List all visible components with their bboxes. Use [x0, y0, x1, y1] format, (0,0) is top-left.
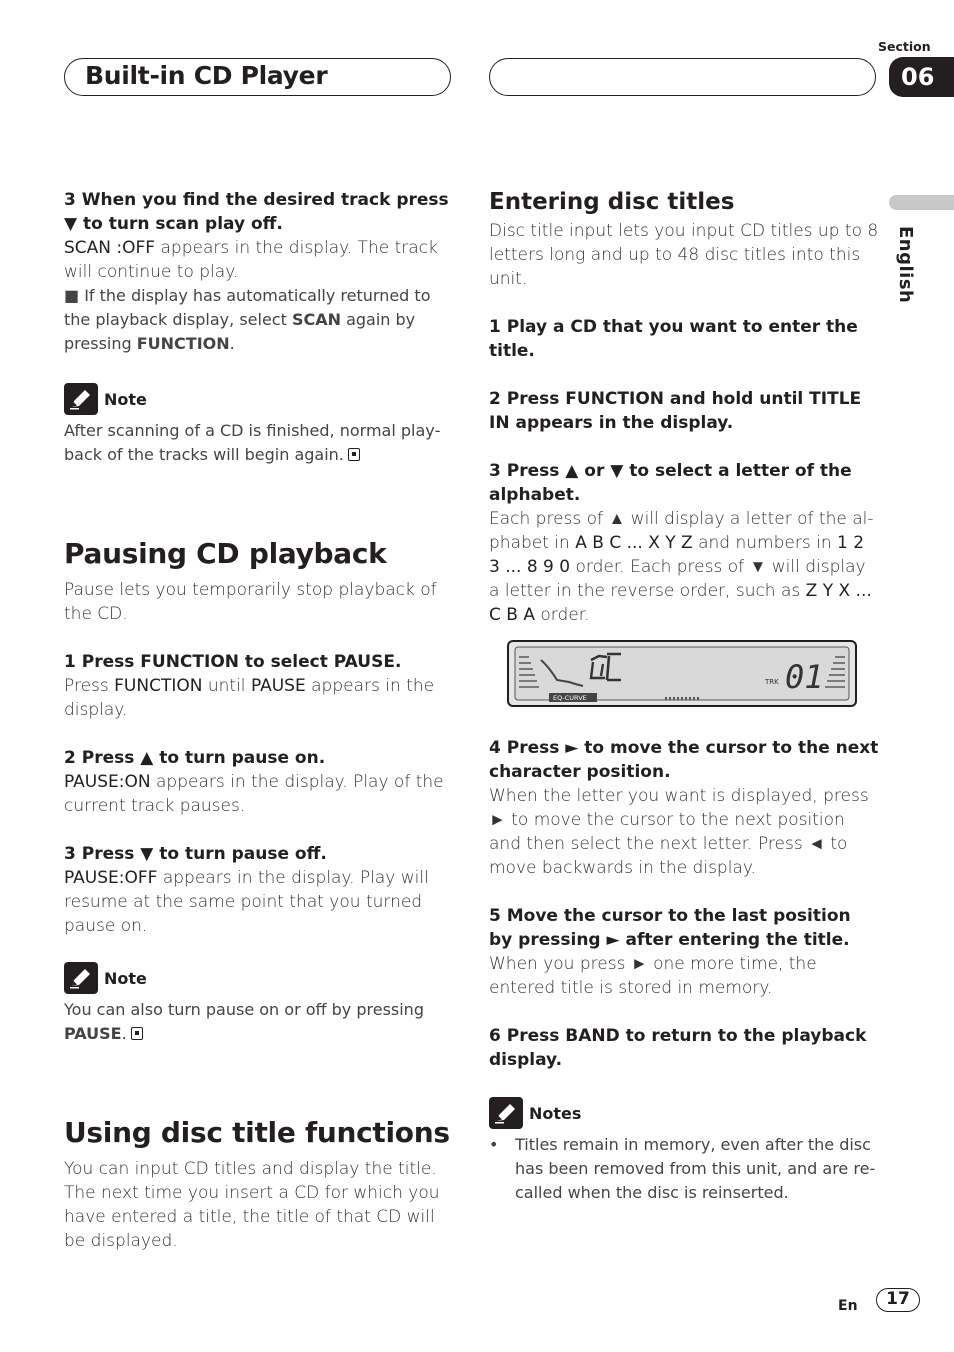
notes-label: Notes — [529, 1103, 582, 1123]
pausing-step-1-body: Press FUNCTION until PAUSE appears in the display. — [64, 676, 435, 720]
section-number: 06 — [889, 57, 954, 97]
header-title-box — [64, 58, 451, 96]
pencil-icon — [489, 1097, 523, 1129]
entering-step-4-body: When the letter you want is displayed, press ► to move the cursor to the next position and then select the next letter. Press ◄ to move backwards in the display. — [489, 786, 869, 878]
entering-step-3: 3 Press ▲ or ▼ to select a letter of the alphabet. — [489, 461, 852, 505]
entering-heading: Entering disc titles — [489, 189, 735, 215]
entering-step-6: 6 Press BAND to return to the playback display. — [489, 1026, 867, 1070]
entering-step-2: 2 Press FUNCTION and hold until TITLE IN appears in the display. — [489, 389, 862, 433]
scan-step-3-body: SCAN :OFF appears in the display. The track will continue to play. — [64, 238, 438, 282]
lcd-display — [507, 640, 857, 707]
entering-step-5-body: When you press ► one more time, the entered title is stored in memory. — [489, 954, 817, 998]
pausing-step-2-body: PAUSE:ON appears in the display. Play of the current track pauses. — [64, 772, 444, 816]
right-column — [489, 187, 879, 627]
pencil-icon — [64, 383, 98, 415]
scan-step-3-title: 3 When you find the desired track press ▼ to turn scan play off. — [64, 190, 449, 234]
notes-item-1 — [489, 1133, 879, 1205]
pausing-step-1: 1 Press FUNCTION to select PAUSE. — [64, 652, 402, 672]
disc-title-heading: Using disc title functions — [64, 1116, 450, 1149]
track-digits: 01 — [785, 658, 824, 696]
entering-step-1: 1 Play a CD that you want to enter the title. — [489, 317, 858, 361]
pausing-section — [64, 537, 454, 938]
header-title: Built-in CD Player — [85, 61, 328, 90]
bullet-icon: • — [489, 1135, 499, 1154]
trk-label: TRK — [765, 678, 779, 686]
pausing-intro: Pause lets you temporarily stop playback of the CD. — [64, 580, 437, 624]
right-column-lower — [489, 736, 879, 1072]
section-label: Section — [878, 39, 931, 54]
left-column — [64, 188, 454, 356]
note-1-label: Note — [104, 389, 147, 409]
entering-step-5: 5 Move the cursor to the last position by pressing ► after entering the title. — [489, 906, 851, 950]
lcd-display-graphic — [509, 642, 855, 705]
pausing-heading: Pausing CD playback — [64, 537, 387, 570]
eq-curve-label: EQ-CURVE — [553, 694, 587, 702]
note-2-text: You can also turn pause on or off by pressing PAUSE. — [64, 1000, 424, 1043]
note-1 — [64, 383, 454, 467]
notes-item-1-text: Titles remain in memory, even after the disc has been removed from this unit, and are recalled when the disc is reinserted. — [515, 1135, 876, 1202]
end-mark-icon — [131, 1027, 143, 1040]
note-2-label: Note — [104, 968, 147, 988]
note-1-text: After scanning of a CD is finished, normal playback of the tracks will begin again. — [64, 421, 441, 464]
disc-title-section — [64, 1116, 454, 1253]
entering-intro: Disc title input lets you input CD titles up to 8 letters long and up to 48 disc titles into this unit. — [489, 221, 879, 289]
footer-language: En — [838, 1298, 858, 1314]
header-empty-box — [489, 58, 876, 96]
notes-block — [489, 1097, 879, 1205]
entering-step-4: 4 Press ► to move the cursor to the next character position. — [489, 738, 879, 782]
pausing-step-2: 2 Press ▲ to turn pause on. — [64, 748, 326, 768]
end-mark-icon — [348, 448, 360, 461]
language-label: English — [895, 226, 916, 304]
disc-title-body: You can input CD titles and display the title. The next time you insert a CD for which you have entered a title, the title of that CD will be displayed. — [64, 1159, 440, 1251]
language-tab — [889, 195, 954, 210]
pausing-step-3-body: PAUSE:OFF appears in the display. Play will resume at the same point that you turned pause on. — [64, 868, 429, 936]
note-2 — [64, 962, 454, 1046]
page-number: 17 — [876, 1288, 920, 1312]
entering-step-3-body: Each press of ▲ will display a letter of the alphabet in A B C ... X Y Z and numbers in 1 2 3 ... 8 9 0 order. Each press of ▼ will display a letter in the reverse order, such as Z Y X ... C B A order. — [489, 509, 874, 625]
scan-step-3-bullet: ■ If the display has automatically returned to the playback display, select SCAN again by pressing FUNCTION. — [64, 286, 431, 353]
pausing-step-3: 3 Press ▼ to turn pause off. — [64, 844, 327, 864]
pencil-icon — [64, 962, 98, 994]
